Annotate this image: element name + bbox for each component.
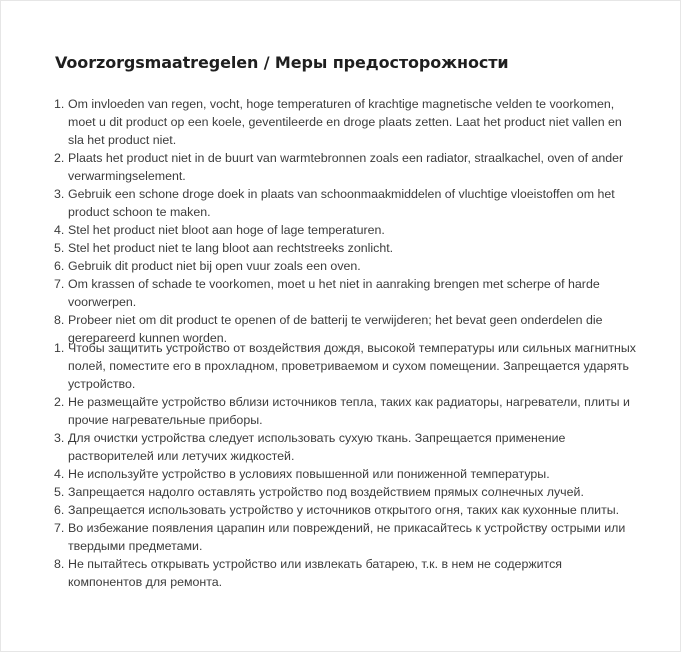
item-number: 6. [54,503,65,517]
list-item [1,185,638,221]
item-text: Plaats het product niet in de buurt van warmtebronnen zoals een radiator, straalkachel, oven of ander verwarmingselement. [68,151,624,183]
list-item [1,339,638,393]
item-number: 7. [54,277,65,291]
item-number: 2. [54,151,65,165]
item-number: 1. [54,97,65,111]
item-text: Stel het product niet te lang bloot aan rechtstreeks zonlicht. [68,241,394,255]
item-text: Чтобы защитить устройство от воздействия дождя, высокой температуры или сильных магнитных полей, поместите его в прохладном, проветриваемом и сухом помещении. Запрещается ударять устройство. [68,341,636,391]
item-text: Запрещается использовать устройство у источников открытого огня, таких как кухонные плиты. [68,503,620,517]
list-item [1,275,638,311]
item-number: 5. [54,485,65,499]
item-number: 8. [54,557,65,571]
item-number: 3. [54,187,65,201]
list-item [1,221,638,239]
list-item [1,501,638,519]
page-title: Voorzorgsmaatregelen / Меры предосторожности [55,53,509,72]
item-text: Не пытайтесь открывать устройство или извлекать батарею, т.к. в нем не содержится компонентов для ремонта. [68,557,562,589]
item-text: Не используйте устройство в условиях повышенной или пониженной температуры. [68,467,550,481]
russian-precautions-list [1,339,638,591]
item-text: Запрещается надолго оставлять устройство под воздействием прямых солнечных лучей. [68,485,584,499]
list-item [1,149,638,185]
list-item [1,95,638,149]
list-item [1,519,638,555]
item-number: 5. [54,241,65,255]
item-text: Om krassen of schade te voorkomen, moet u het niet in aanraking brengen met scherpe of harde voorwerpen. [68,277,600,309]
list-item [1,483,638,501]
item-text: Для очистки устройства следует использовать сухую ткань. Запрещается применение растворителей или летучих жидкостей. [68,431,566,463]
item-number: 8. [54,313,65,327]
item-text: Probeer niet om dit product te openen of de batterij te verwijderen; het bevat geen onderdelen die gerepareerd kunnen worden. [68,313,603,345]
item-text: Stel het product niet bloot aan hoge of lage temperaturen. [68,223,385,237]
item-number: 2. [54,395,65,409]
item-text: Gebruik een schone droge doek in plaats van schoonmaakmiddelen of vluchtige vloeistoffen om het product schoon te maken. [68,187,615,219]
item-number: 3. [54,431,65,445]
dutch-precautions-list [1,95,638,347]
item-number: 4. [54,467,65,481]
list-item [1,257,638,275]
item-text: Не размещайте устройство вблизи источников тепла, таких как радиаторы, нагреватели, плиты и прочие нагревательные приборы. [68,395,630,427]
item-text: Во избежание появления царапин или повреждений, не прикасайтесь к устройству острыми или твердыми предметами. [68,521,626,553]
list-item [1,393,638,429]
item-number: 4. [54,223,65,237]
item-number: 6. [54,259,65,273]
item-text: Om invloeden van regen, vocht, hoge temperaturen of krachtige magnetische velden te voorkomen, moet u dit product op een koele, geventileerde en droge plaats zetten. Laat het product niet vallen en sla het product niet. [68,97,622,147]
item-number: 7. [54,521,65,535]
item-text: Gebruik dit product niet bij open vuur zoals een oven. [68,259,361,273]
list-item [1,555,638,591]
item-number: 1. [54,341,65,355]
list-item [1,239,638,257]
list-item [1,465,638,483]
list-item [1,429,638,465]
